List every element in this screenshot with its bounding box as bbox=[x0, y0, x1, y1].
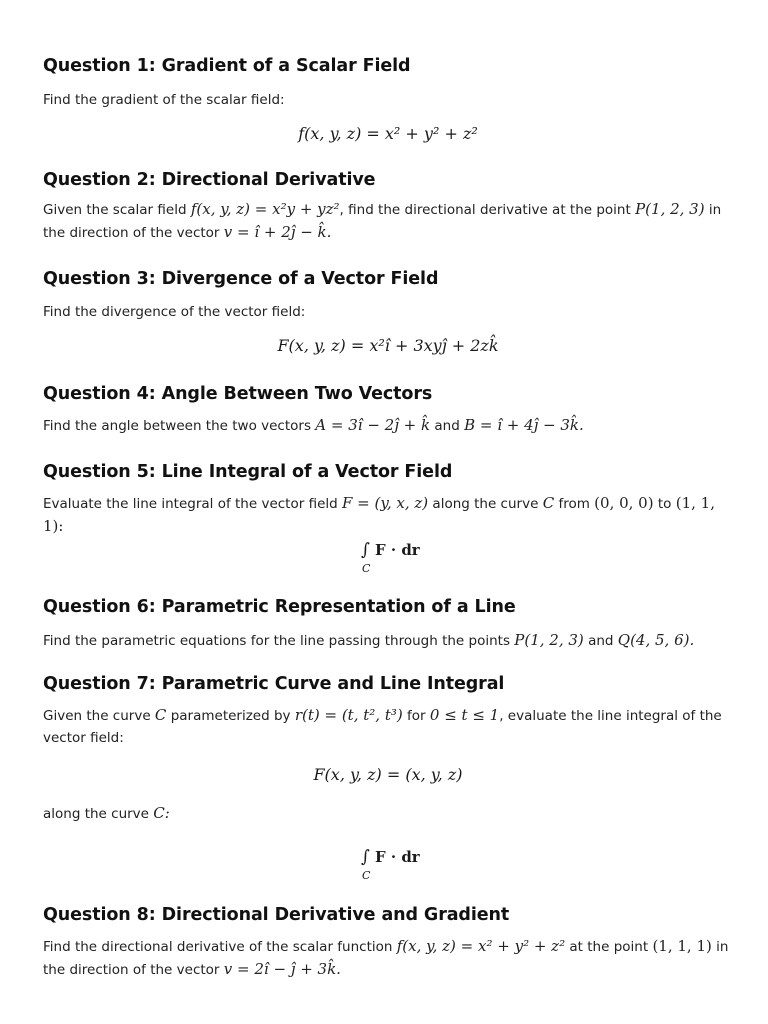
question-5-start-point: (0, 0, 0) bbox=[594, 494, 654, 512]
question-1-text: Find the gradient of the scalar field: bbox=[43, 92, 285, 108]
question-1-title: Question 1: Gradient of a Scalar Field bbox=[43, 56, 411, 76]
question-3 bbox=[43, 269, 733, 355]
question-6-text-a: Find the parametric equations for the line passing through the points bbox=[43, 633, 515, 649]
question-4-vector-a: A = 3î − 2ĵ + k̂ bbox=[315, 416, 431, 434]
question-7-text-c: for bbox=[402, 708, 430, 724]
question-5-vector-field: F = (y, x, z) bbox=[341, 494, 429, 512]
question-7-text-a: Given the curve bbox=[43, 708, 155, 724]
question-3-title: Question 3: Divergence of a Vector Field bbox=[43, 269, 439, 289]
question-7-text-f: along the curve bbox=[43, 806, 154, 822]
question-7-text-d: , evaluate the line integral of the bbox=[499, 708, 722, 724]
question-6 bbox=[43, 597, 733, 652]
question-2 bbox=[43, 170, 733, 244]
question-7-text-b: parameterized by bbox=[166, 708, 295, 724]
question-2-text-a: Given the scalar field bbox=[43, 202, 191, 218]
question-7-range: 0 ≤ t ≤ 1 bbox=[429, 706, 500, 724]
question-8-text bbox=[43, 935, 733, 981]
question-5-integral-sign: ∫ bbox=[361, 540, 370, 560]
question-8-text-c: in bbox=[711, 939, 729, 955]
question-8-vector: v = 2î − ĵ + 3k̂. bbox=[223, 960, 341, 978]
question-5-text-b: along the curve bbox=[428, 496, 543, 512]
question-2-vector: v = î + 2ĵ − k̂. bbox=[223, 223, 332, 241]
question-8-text-d: the direction of the vector bbox=[43, 962, 224, 978]
question-7 bbox=[43, 674, 733, 825]
question-5-end-point: (1, 1, 1): bbox=[43, 494, 715, 535]
question-1-formula: f(x, y, z) = x² + y² + z² bbox=[298, 124, 478, 143]
question-5-integral-body: F · dr bbox=[375, 541, 420, 559]
question-3-formula: F(x, y, z) = x²î + 3xyĵ + 2zk̂ bbox=[277, 336, 499, 355]
question-6-text bbox=[43, 629, 733, 652]
question-2-text bbox=[43, 198, 733, 244]
question-2-title: Question 2: Directional Derivative bbox=[43, 170, 376, 190]
question-7-title: Question 7: Parametric Curve and Line Integral bbox=[43, 674, 505, 694]
question-5-text-d: to bbox=[653, 496, 676, 512]
question-5-title: Question 5: Line Integral of a Vector Field bbox=[43, 462, 453, 482]
question-2-text-b: , find the directional derivative at the point bbox=[339, 202, 636, 218]
question-7-integral-subscript: C bbox=[362, 869, 371, 882]
question-3-text: Find the divergence of the vector field: bbox=[43, 304, 306, 320]
question-7-text bbox=[43, 704, 733, 749]
question-8-title: Question 8: Directional Derivative and Gradient bbox=[43, 905, 510, 925]
question-4-vector-b: B = î + 4ĵ − 3k̂. bbox=[464, 416, 584, 434]
question-7-curve-ref: C: bbox=[153, 804, 170, 822]
question-6-point-p: P(1, 2, 3) bbox=[514, 631, 584, 649]
question-5-curve: C bbox=[542, 494, 555, 512]
question-8-text-a: Find the directional derivative of the scalar function bbox=[43, 939, 397, 955]
question-5-integral bbox=[353, 540, 433, 580]
question-6-title: Question 6: Parametric Representation of a Line bbox=[43, 597, 516, 617]
question-2-scalar-field: f(x, y, z) = x²y + yz² bbox=[190, 200, 340, 218]
question-8-point: (1, 1, 1) bbox=[652, 937, 712, 955]
question-4-text bbox=[43, 414, 733, 437]
question-2-text-d: the direction of the vector bbox=[43, 225, 224, 241]
question-4-title: Question 4: Angle Between Two Vectors bbox=[43, 384, 433, 404]
question-6-text-b: and bbox=[583, 633, 618, 649]
question-5-text bbox=[43, 492, 733, 538]
question-2-point: P(1, 2, 3) bbox=[635, 200, 705, 218]
question-7-curve: C bbox=[154, 706, 167, 724]
question-8 bbox=[43, 905, 733, 981]
question-8-text-b: at the point bbox=[565, 939, 653, 955]
question-5-text-c: from bbox=[554, 496, 595, 512]
question-7-integral bbox=[353, 847, 433, 887]
question-6-point-q: Q(4, 5, 6). bbox=[617, 631, 695, 649]
question-7-text-after bbox=[43, 802, 733, 825]
question-1 bbox=[43, 56, 733, 143]
question-7-parameterization: r(t) = (t, t², t³) bbox=[294, 706, 403, 724]
question-5-text-a: Evaluate the line integral of the vector field bbox=[43, 496, 342, 512]
question-2-text-c: in bbox=[704, 202, 722, 218]
question-4 bbox=[43, 384, 733, 437]
question-4-text-b: and bbox=[430, 418, 465, 434]
question-7-integral-body: F · dr bbox=[375, 848, 420, 866]
question-4-text-a: Find the angle between the two vectors bbox=[43, 418, 316, 434]
question-5-integral-subscript: C bbox=[362, 562, 371, 575]
question-7-formula: F(x, y, z) = (x, y, z) bbox=[313, 765, 463, 784]
question-5 bbox=[43, 462, 733, 538]
question-8-scalar-function: f(x, y, z) = x² + y² + z² bbox=[396, 937, 566, 955]
question-7-integral-sign: ∫ bbox=[361, 847, 370, 867]
question-7-text-e: vector field: bbox=[43, 730, 124, 746]
